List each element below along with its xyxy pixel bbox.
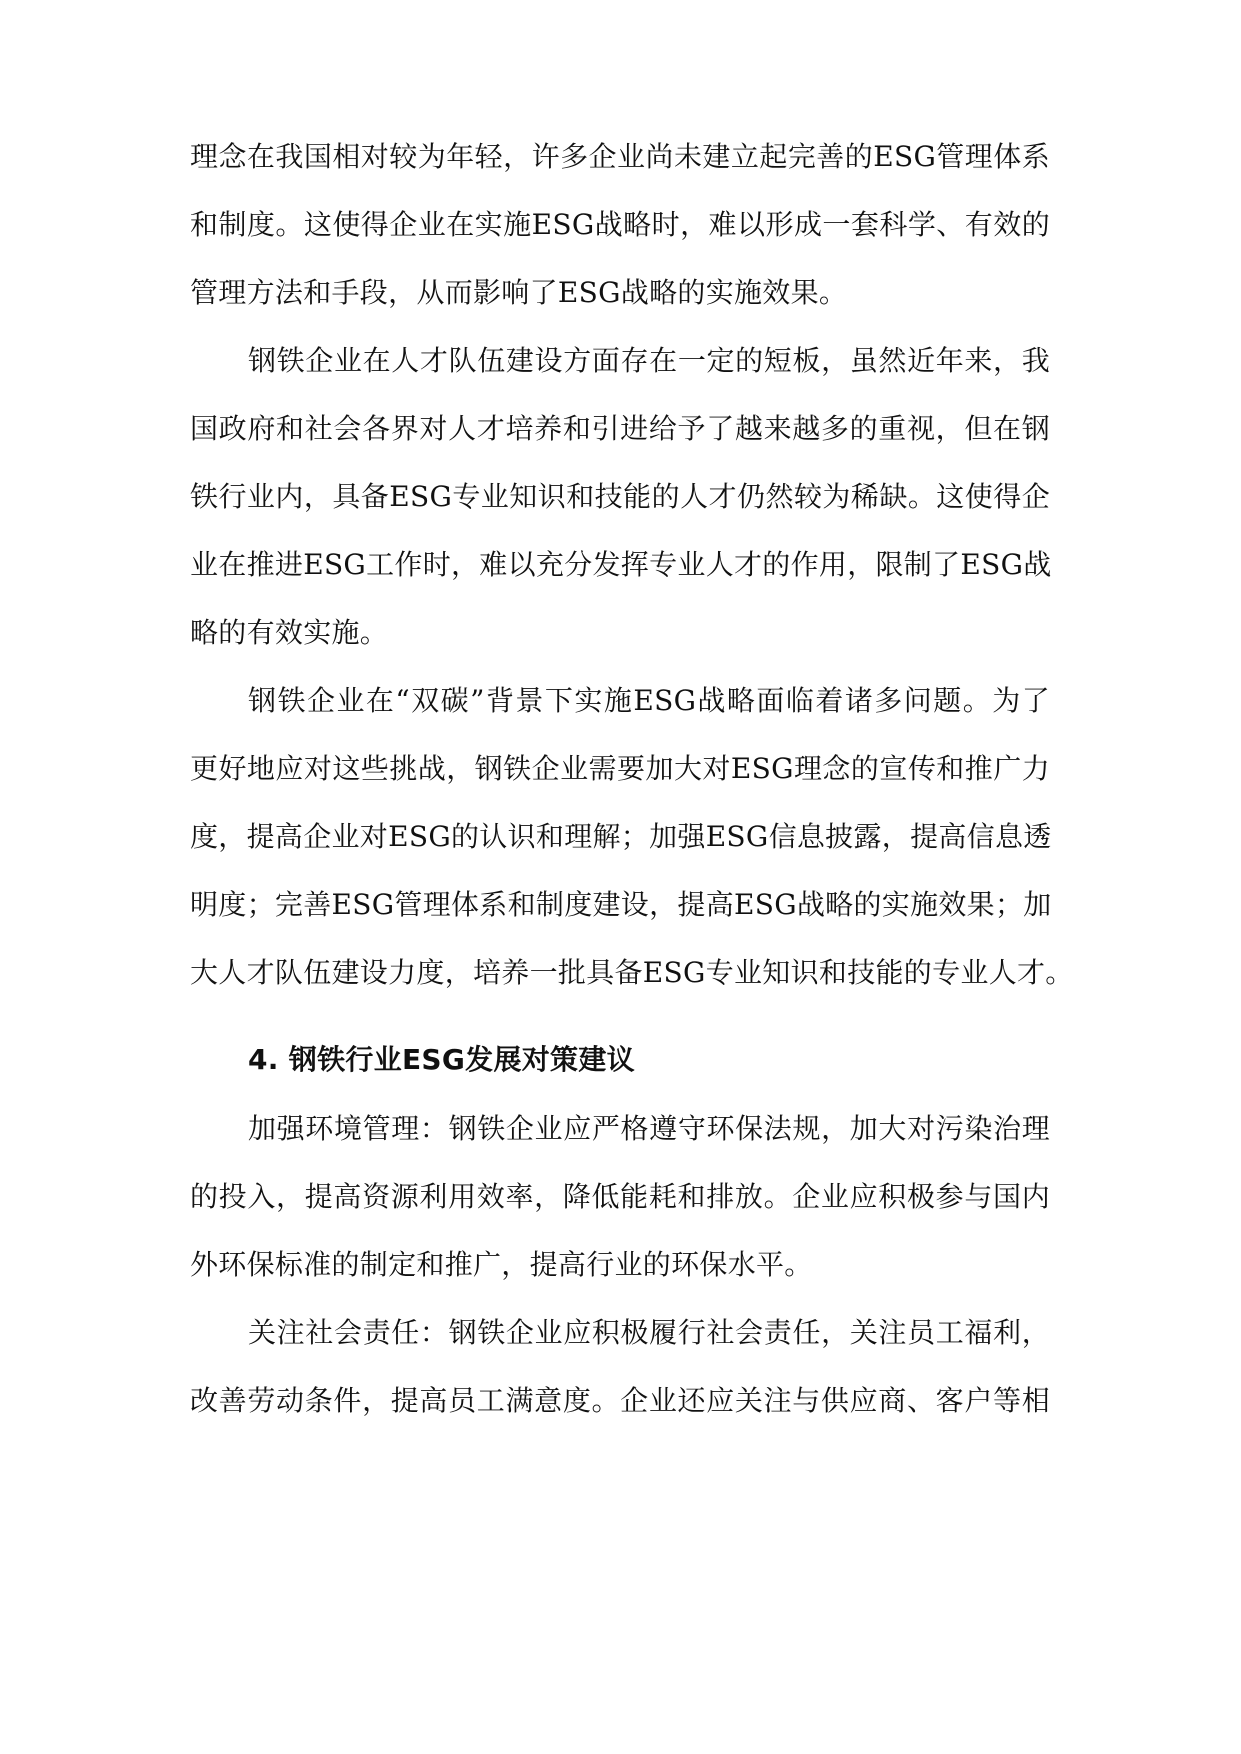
paragraph-line: 和制度。这使得企业在实施ESG战略时，难以形成一套科学、有效的: [190, 208, 1050, 241]
section-heading: 4. 钢铁行业ESG发展对策建议: [248, 1043, 635, 1076]
paragraph-line: 外环保标准的制定和推广，提高行业的环保水平。: [190, 1248, 813, 1281]
paragraph-line: 的投入，提高资源利用效率，降低能耗和排放。企业应积极参与国内: [190, 1180, 1050, 1213]
paragraph-line: 理念在我国相对较为年轻，许多企业尚未建立起完善的ESG管理体系: [190, 140, 1050, 173]
paragraph-line: 度，提高企业对ESG的认识和理解；加强ESG信息披露，提高信息透: [190, 820, 1052, 853]
paragraph-line: 钢铁企业在“双碳”背景下实施ESG战略面临着诸多问题。为了: [248, 684, 1050, 717]
paragraph-line: 关注社会责任：钢铁企业应积极履行社会责任，关注员工福利，: [248, 1316, 1050, 1349]
paragraph-line: 更好地应对这些挑战，钢铁企业需要加大对ESG理念的宣传和推广力: [190, 752, 1050, 785]
paragraph-line: 大人才队伍建设力度，培养一批具备ESG专业知识和技能的专业人才。: [190, 956, 1074, 989]
paragraph-line: 铁行业内，具备ESG专业知识和技能的人才仍然较为稀缺。这使得企: [190, 480, 1050, 513]
paragraph-line: 略的有效实施。: [190, 616, 389, 649]
paragraph-line: 钢铁企业在人才队伍建设方面存在一定的短板，虽然近年来，我: [248, 344, 1050, 377]
paragraph-line: 管理方法和手段，从而影响了ESG战略的实施效果。: [190, 276, 848, 309]
paragraph-line: 国政府和社会各界对人才培养和引进给予了越来越多的重视，但在钢: [190, 412, 1050, 445]
paragraph-line: 改善劳动条件，提高员工满意度。企业还应关注与供应商、客户等相: [190, 1384, 1050, 1417]
paragraph-line: 加强环境管理：钢铁企业应严格遵守环保法规，加大对污染治理: [248, 1112, 1050, 1145]
paragraph-line: 业在推进ESG工作时，难以充分发挥专业人才的作用，限制了ESG战: [190, 548, 1052, 581]
paragraph-line: 明度；完善ESG管理体系和制度建设，提高ESG战略的实施效果；加: [190, 888, 1052, 921]
